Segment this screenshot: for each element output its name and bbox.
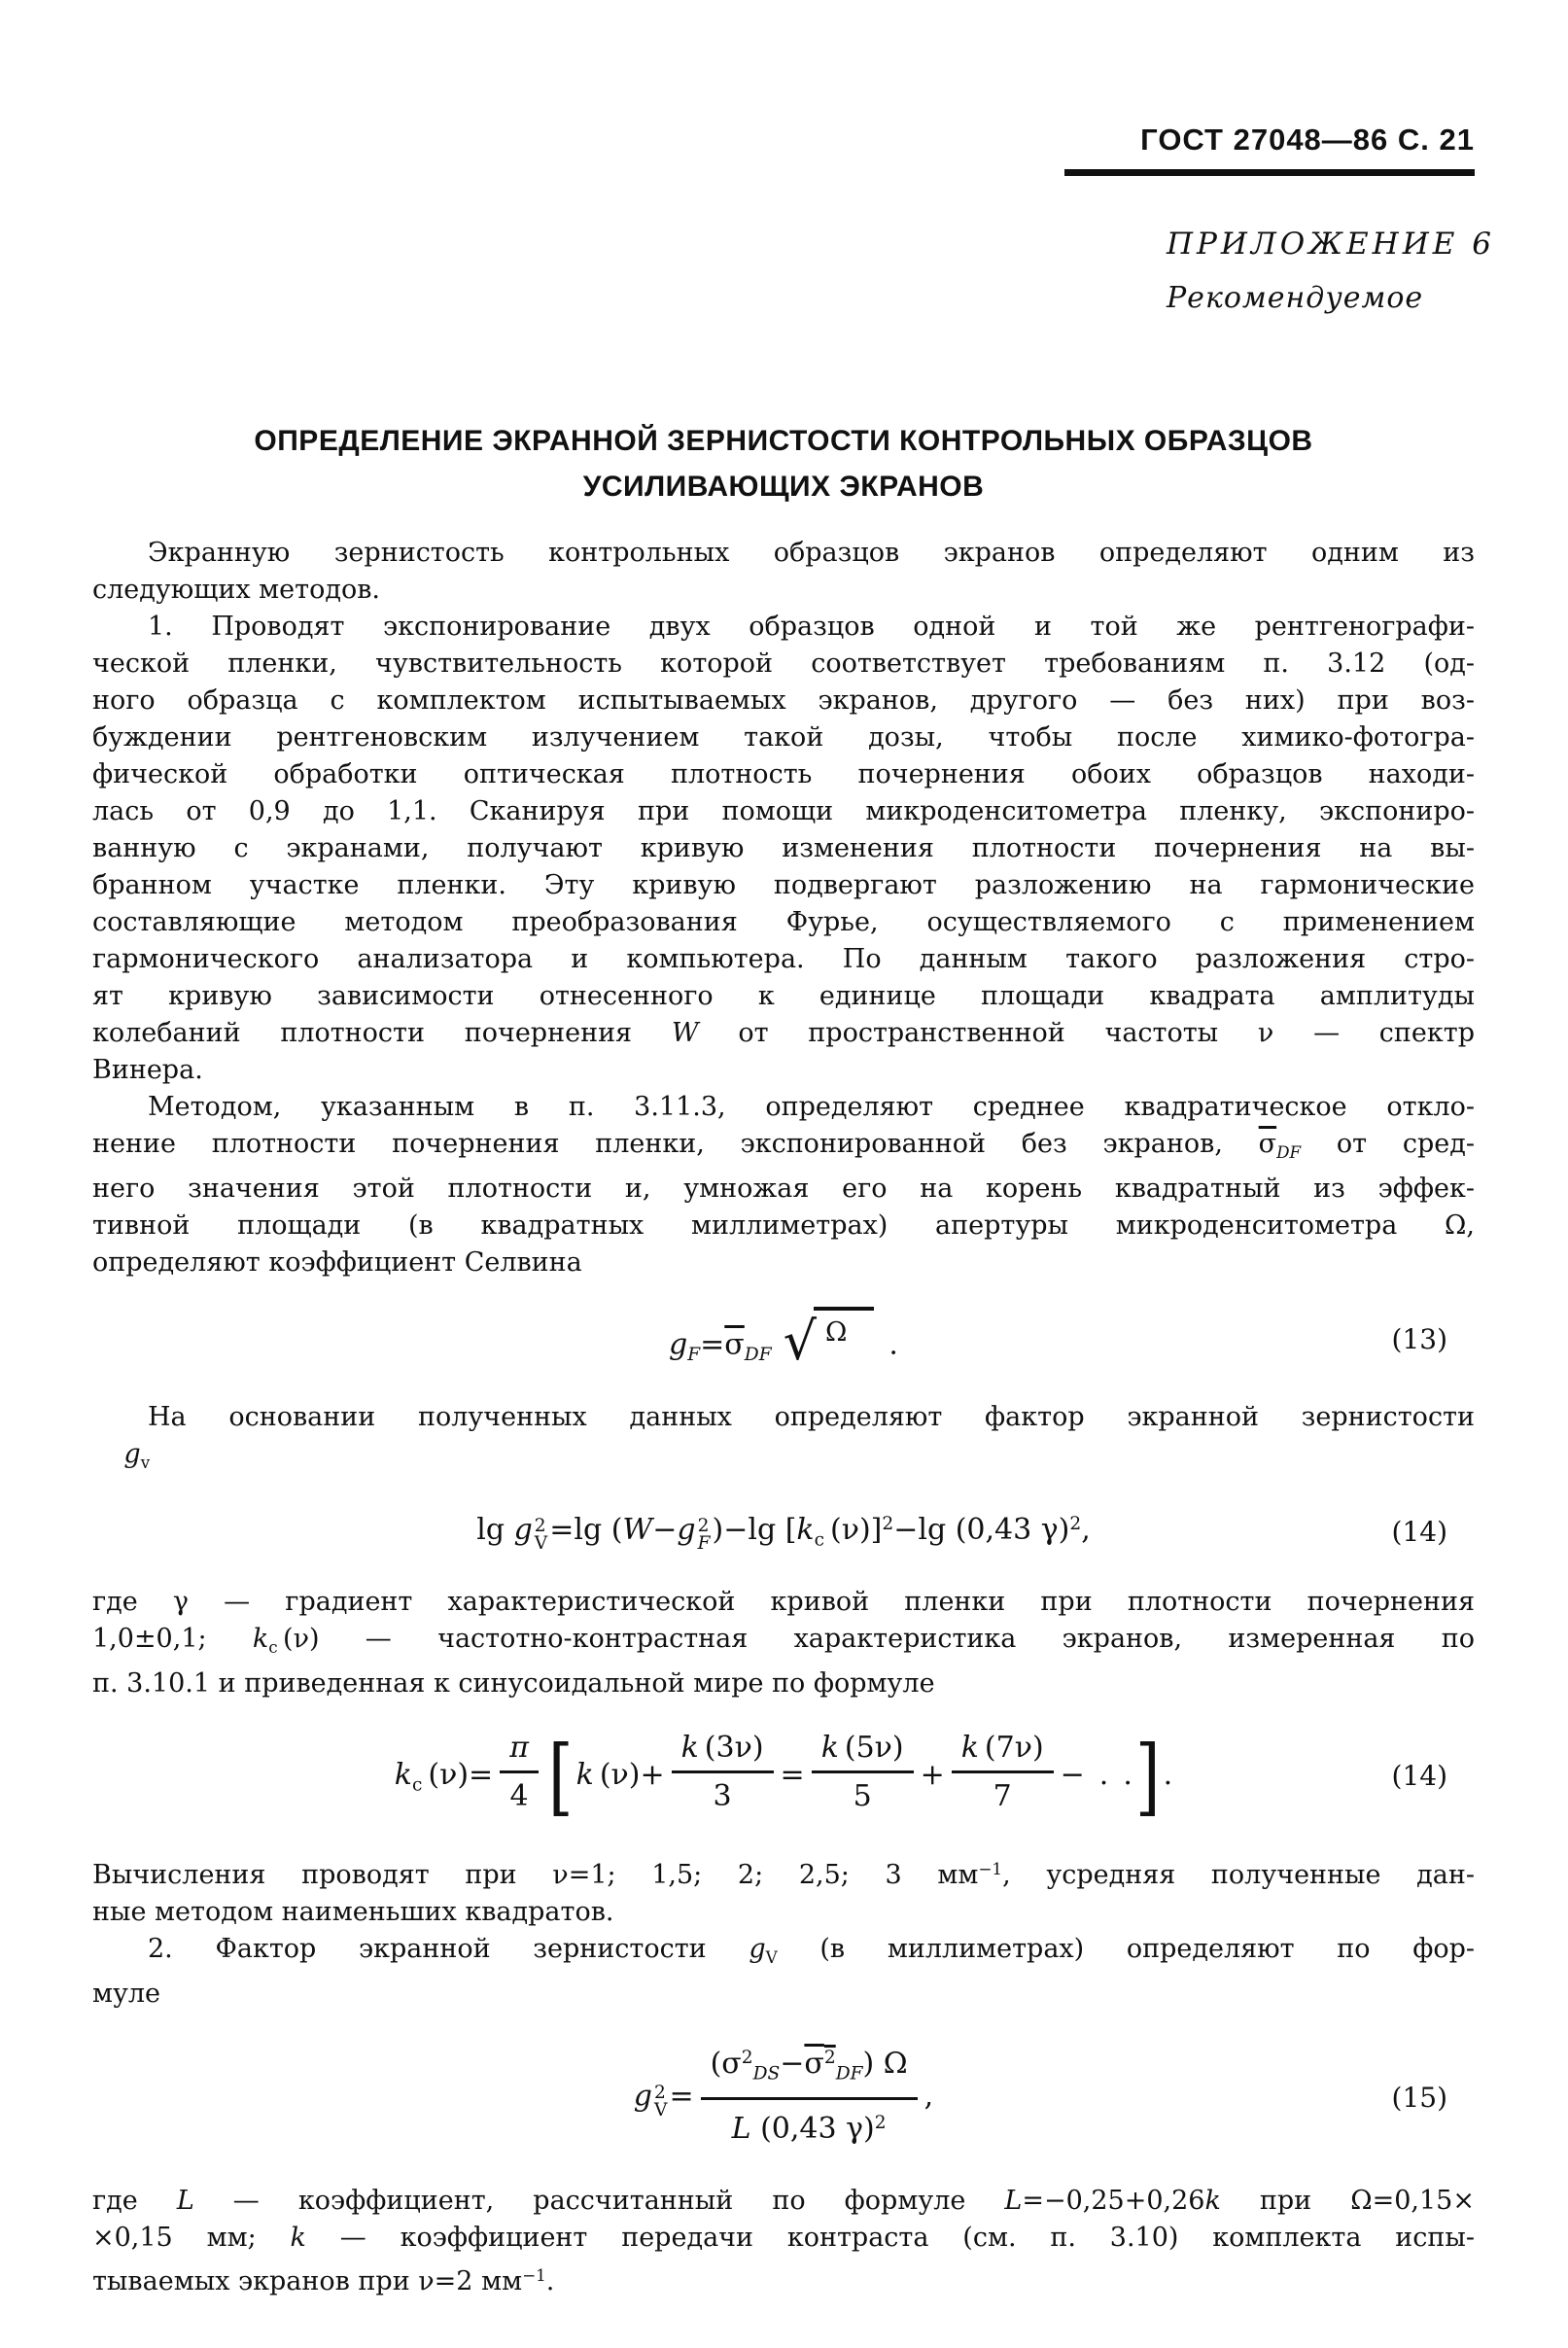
text-segment: k [796, 1512, 815, 1547]
text-segment: c [814, 1529, 825, 1551]
fraction [672, 1730, 774, 1815]
text-line [92, 867, 1475, 904]
text-line [92, 904, 1475, 941]
text-segment: g [123, 1438, 141, 1469]
text-segment: c [268, 1637, 278, 1658]
text-line [92, 1126, 1475, 1171]
paragraph [92, 1399, 1475, 1481]
text-line [92, 1015, 1475, 1052]
text-segment: где [92, 2186, 177, 2217]
paragraph [92, 609, 1475, 1089]
fraction [812, 1730, 914, 1815]
text-segment: ] [1134, 1727, 1161, 1826]
text-segment: (7ν) [978, 1730, 1044, 1765]
superscript: 2 [654, 2083, 666, 2104]
text-line [92, 830, 1475, 867]
text-segment: k [820, 1730, 839, 1765]
text-line [92, 1052, 1475, 1089]
text-segment: − . . [1060, 1758, 1132, 1793]
text-line [92, 978, 1475, 1015]
text-segment: 7 [993, 1778, 1012, 1813]
superscript-subscript-stack [697, 1516, 711, 1555]
text-segment: 2. Фактор экранной зернистости [148, 1934, 749, 1965]
text-segment: −lg (0,43 γ) [893, 1512, 1070, 1547]
text-line [92, 756, 1475, 793]
text-segment: следующих методов. [92, 575, 381, 605]
text-segment: = [669, 2079, 694, 2114]
text-segment: g [513, 1512, 533, 1547]
text-segment: 2 [823, 2047, 836, 2068]
fraction-numerator [952, 1730, 1054, 1773]
text-segment: Ω [825, 1316, 848, 1348]
text-segment: . [874, 1327, 898, 1362]
text-segment: k [290, 2223, 306, 2254]
text-segment: DF [835, 2063, 863, 2085]
text-line [92, 1665, 1475, 1702]
segment-group-ol [804, 2047, 835, 2081]
text-line [92, 2220, 1475, 2257]
text-segment: k [252, 1624, 269, 1655]
text-segment: колебаний плотности почернения [92, 1018, 672, 1048]
text-segment: lg [476, 1512, 514, 1547]
paragraph [92, 1089, 1475, 1281]
text-segment: при Ω=0,15× [1220, 2186, 1475, 2217]
subscript: V [534, 1533, 548, 1555]
text-line [92, 941, 1475, 978]
text-segment: = [780, 1758, 805, 1793]
text-segment: тивной площади (в квадратных миллиметрах) апертуры микроденситометра Ω, [92, 1209, 1475, 1241]
text-line [92, 1208, 1475, 1244]
paragraph [92, 1931, 1475, 2013]
fraction-numerator [701, 2040, 918, 2100]
fraction-numerator [672, 1730, 774, 1773]
text-segment: v [140, 1452, 151, 1472]
text-segment: от пространственной частоты ν — спектр [698, 1018, 1475, 1048]
text-line [92, 1931, 1475, 1976]
text-segment: W [622, 1512, 653, 1547]
segment-group-ol [724, 1327, 744, 1361]
text-segment: , усредняя полученные дан- [1002, 1860, 1475, 1891]
text-segment: DS [752, 2063, 781, 2085]
text-line [92, 1850, 1475, 1894]
superscript: 2 [534, 1516, 546, 1537]
fraction [500, 1730, 539, 1815]
formula [92, 1506, 1475, 1559]
text-segment: (5ν) [838, 1730, 904, 1765]
text-segment: k [960, 1730, 979, 1765]
formula-content [394, 1727, 1173, 1826]
text-line [92, 1244, 1475, 1281]
text-segment: $\overline{\sigma}$ [1258, 1129, 1277, 1159]
text-segment: — коэффициент, рассчитанный по формуле [193, 2186, 1005, 2217]
text-segment: (0,43 γ) [750, 2111, 875, 2146]
text-segment: от сред- [1301, 1129, 1475, 1159]
text-segment: V [765, 1947, 778, 1968]
text-segment: лась от 0,9 до 1,1. Сканируя при помощи микроденситометра пленку, экспониро- [92, 796, 1475, 826]
text-segment: определяют коэффициент Селвина [92, 1246, 582, 1278]
subscript: V [654, 2099, 668, 2120]
text-segment: (ν)+ [593, 1758, 665, 1793]
text-segment: −1 [978, 1859, 1003, 1879]
text-segment: него значения этой плотности и, умножая его на корень квадратный из эффек- [92, 1173, 1475, 1204]
appendix-sublabel: Рекомендуемое [1167, 281, 1424, 315]
equation-number: (13) [1391, 1323, 1447, 1356]
text-segment: k [680, 1730, 699, 1765]
text-segment: п. 3.10.1 и приведенная к синусоидальной мире по формуле [92, 1668, 935, 1700]
text-segment: DF [1276, 1141, 1302, 1162]
text-segment [92, 1439, 123, 1469]
text-segment: — коэффициент передачи контраста (см. п. 3.10) комплекта испы- [305, 2223, 1475, 2254]
text-segment: )−lg [ [712, 1512, 797, 1547]
text-segment: 4 [509, 1778, 529, 1813]
superscript-subscript-stack [534, 1516, 548, 1555]
title-line: ОПРЕДЕЛЕНИЕ ЭКРАННОЙ ЗЕРНИСТОСТИ КОНТРОЛЬНЫХ ОБРАЗЦОВ [254, 425, 1313, 457]
fraction-numerator [500, 1730, 539, 1773]
paragraph [92, 535, 1475, 609]
fraction [701, 2040, 918, 2148]
text-line [92, 1976, 1475, 2013]
text-segment: g [677, 1512, 696, 1547]
text-segment: −1 [522, 2265, 546, 2286]
text-segment: 1. Проводят экспонирование двух образцов одной и той же рентгенографи- [148, 612, 1475, 642]
text-segment: k [1204, 2186, 1221, 2217]
text-segment: (ν)] [824, 1512, 883, 1547]
text-segment: (σ [710, 2047, 742, 2082]
equation-number: (14) [1391, 1760, 1447, 1793]
text-segment: (в миллиметрах) определяют по фор- [777, 1934, 1476, 1965]
text-line [92, 609, 1475, 646]
text-line [92, 1399, 1475, 1436]
text-segment: (ν)= [422, 1758, 494, 1793]
text-segment: F [687, 1344, 701, 1365]
text-segment: 5 [853, 1778, 872, 1813]
text-segment: L [1004, 2186, 1023, 2217]
formula [92, 2044, 1475, 2152]
fraction-denominator [500, 1773, 539, 1815]
text-segment: √ [783, 1310, 815, 1372]
text-segment: бранном участке пленки. Эту кривую подвергают разложению на гармонические [92, 870, 1475, 900]
fraction [952, 1730, 1054, 1815]
text-segment: 2 [882, 1513, 894, 1534]
text-segment: буждении рентгеновским излучением такой дозы, чтобы после химико-фотогра- [92, 722, 1475, 753]
text-segment: ческой пленки, чувствительность которой соответствует требованиям п. 3.12 (од- [92, 648, 1475, 679]
text-segment: =lg ( [549, 1512, 623, 1547]
text-segment: Винера. [92, 1055, 203, 1085]
text-segment: k [394, 1758, 412, 1793]
text-line [92, 1584, 1475, 1621]
formula [92, 1307, 1475, 1374]
text-segment: L [731, 2111, 751, 2146]
equation-number: (15) [1391, 2081, 1447, 2114]
subscript: F [697, 1533, 711, 1555]
text-segment: [ [547, 1727, 574, 1826]
text-line [92, 572, 1475, 609]
text-segment: тываемых экранов при ν=2 мм [92, 2266, 523, 2297]
text-segment: фической обработки оптическая плотность почернения обоих образцов находи- [92, 759, 1475, 789]
text-segment: =−0,25+0,26 [1022, 2186, 1205, 2217]
text-segment: (3ν) [698, 1730, 764, 1765]
text-line [92, 719, 1475, 756]
document-body [92, 535, 1475, 2300]
text-segment: (ν) — частотно-контрастная характеристика экранов, измеренная по [277, 1624, 1475, 1655]
appendix-block [1167, 227, 1495, 315]
header-rule [1064, 169, 1475, 176]
text-line [92, 2183, 1475, 2220]
segment-group-radicand [814, 1307, 874, 1353]
text-segment: g [633, 2079, 652, 2114]
text-segment: муле [92, 1979, 161, 2010]
title-line: УСИЛИВАЮЩИХ ЭКРАНОВ [582, 471, 985, 503]
fraction-denominator [812, 1773, 914, 1815]
text-segment: 2 [741, 2047, 753, 2068]
text-segment: + [920, 1758, 945, 1793]
text-segment: Экранную зернистость контрольных образцов экранов определяют одним из [148, 538, 1475, 568]
text-segment: 1,0±0,1; [92, 1624, 253, 1655]
paragraph [92, 1584, 1475, 1702]
text-segment: . [545, 2266, 555, 2297]
text-line [92, 1171, 1475, 1208]
text-line [92, 683, 1475, 719]
text-line [92, 646, 1475, 683]
formula-content [476, 1506, 1091, 1559]
text-segment: где γ — градиент характеристической кривой пленки при плотности почернения [92, 1587, 1475, 1618]
superscript-subscript-stack [654, 2085, 667, 2119]
text-segment: W [671, 1018, 699, 1048]
text-segment: DF [744, 1344, 772, 1365]
formula-content [634, 2044, 933, 2152]
text-segment: 3 [713, 1778, 732, 1813]
text-segment: g [669, 1327, 688, 1362]
document-title [92, 418, 1475, 509]
text-segment: g [749, 1934, 766, 1965]
text-segment: 2 [874, 2112, 887, 2133]
text-line [92, 1089, 1475, 1126]
text-segment: − [780, 2047, 805, 2082]
text-segment: Методом, указанным в п. 3.11.3, определяют среднее квадратическое откло- [148, 1092, 1475, 1122]
text-segment: c [411, 1774, 423, 1796]
text-segment: , [923, 2079, 934, 2114]
paragraph [92, 2183, 1475, 2300]
text-segment: $\overline{\sigma}$ [724, 1327, 745, 1362]
text-segment: ) Ω [862, 2047, 908, 2082]
fraction-denominator [952, 1773, 1054, 1815]
text-line [92, 1621, 1475, 1665]
text-line [92, 1436, 1475, 1481]
text-segment: ного образца с комплектом испытываемых экранов, другого — без них) при воз- [92, 685, 1475, 716]
text-segment: ванную с экранами, получают кривую изменения плотности почернения на вы- [92, 833, 1475, 863]
text-segment: L [176, 2186, 194, 2217]
text-segment: σ [804, 2047, 824, 2082]
paragraph [92, 1850, 1475, 1931]
text-line [92, 2257, 1475, 2300]
text-segment: нение плотности почернения пленки, экспонированной без экранов, [92, 1129, 1259, 1159]
text-segment: ят кривую зависимости отнесенного к единице площади квадрата амплитуды [92, 981, 1475, 1011]
page-header-doc-number: ГОСТ 27048—86 С. 21 [1140, 123, 1475, 157]
text-line [92, 535, 1475, 572]
text-segment: , [1081, 1512, 1091, 1547]
formula [92, 1727, 1475, 1826]
text-segment: ×0,15 мм; [92, 2223, 291, 2254]
text-segment: 2 [1069, 1513, 1082, 1534]
formula-content [669, 1307, 898, 1374]
equation-number: (14) [1391, 1516, 1447, 1549]
fraction-denominator [701, 2100, 918, 2148]
text-segment: составляющие методом преобразования Фурье, осуществляемого с применением [92, 907, 1475, 937]
fraction-numerator [812, 1730, 914, 1773]
text-segment: На основании полученных данных определяют фактор экранной зернистости [148, 1401, 1475, 1432]
text-segment: − [652, 1512, 678, 1547]
text-line [92, 1894, 1475, 1931]
text-segment: гармонического анализатора и компьютера. По данным такого разложения стро- [92, 944, 1475, 974]
text-segment: Вычисления проводят при ν=1; 1,5; 2; 2,5; 3 мм [92, 1860, 979, 1891]
fraction-denominator [672, 1773, 774, 1815]
text-segment: k [575, 1758, 594, 1793]
appendix-label: ПРИЛОЖЕНИЕ 6 [1167, 227, 1495, 262]
text-segment: = [700, 1327, 725, 1362]
text-segment: ные методом наименьших квадратов. [92, 1897, 614, 1928]
superscript: 2 [697, 1516, 710, 1537]
text-segment: π [509, 1730, 529, 1765]
text-segment: . [1163, 1758, 1173, 1793]
text-line [92, 793, 1475, 830]
